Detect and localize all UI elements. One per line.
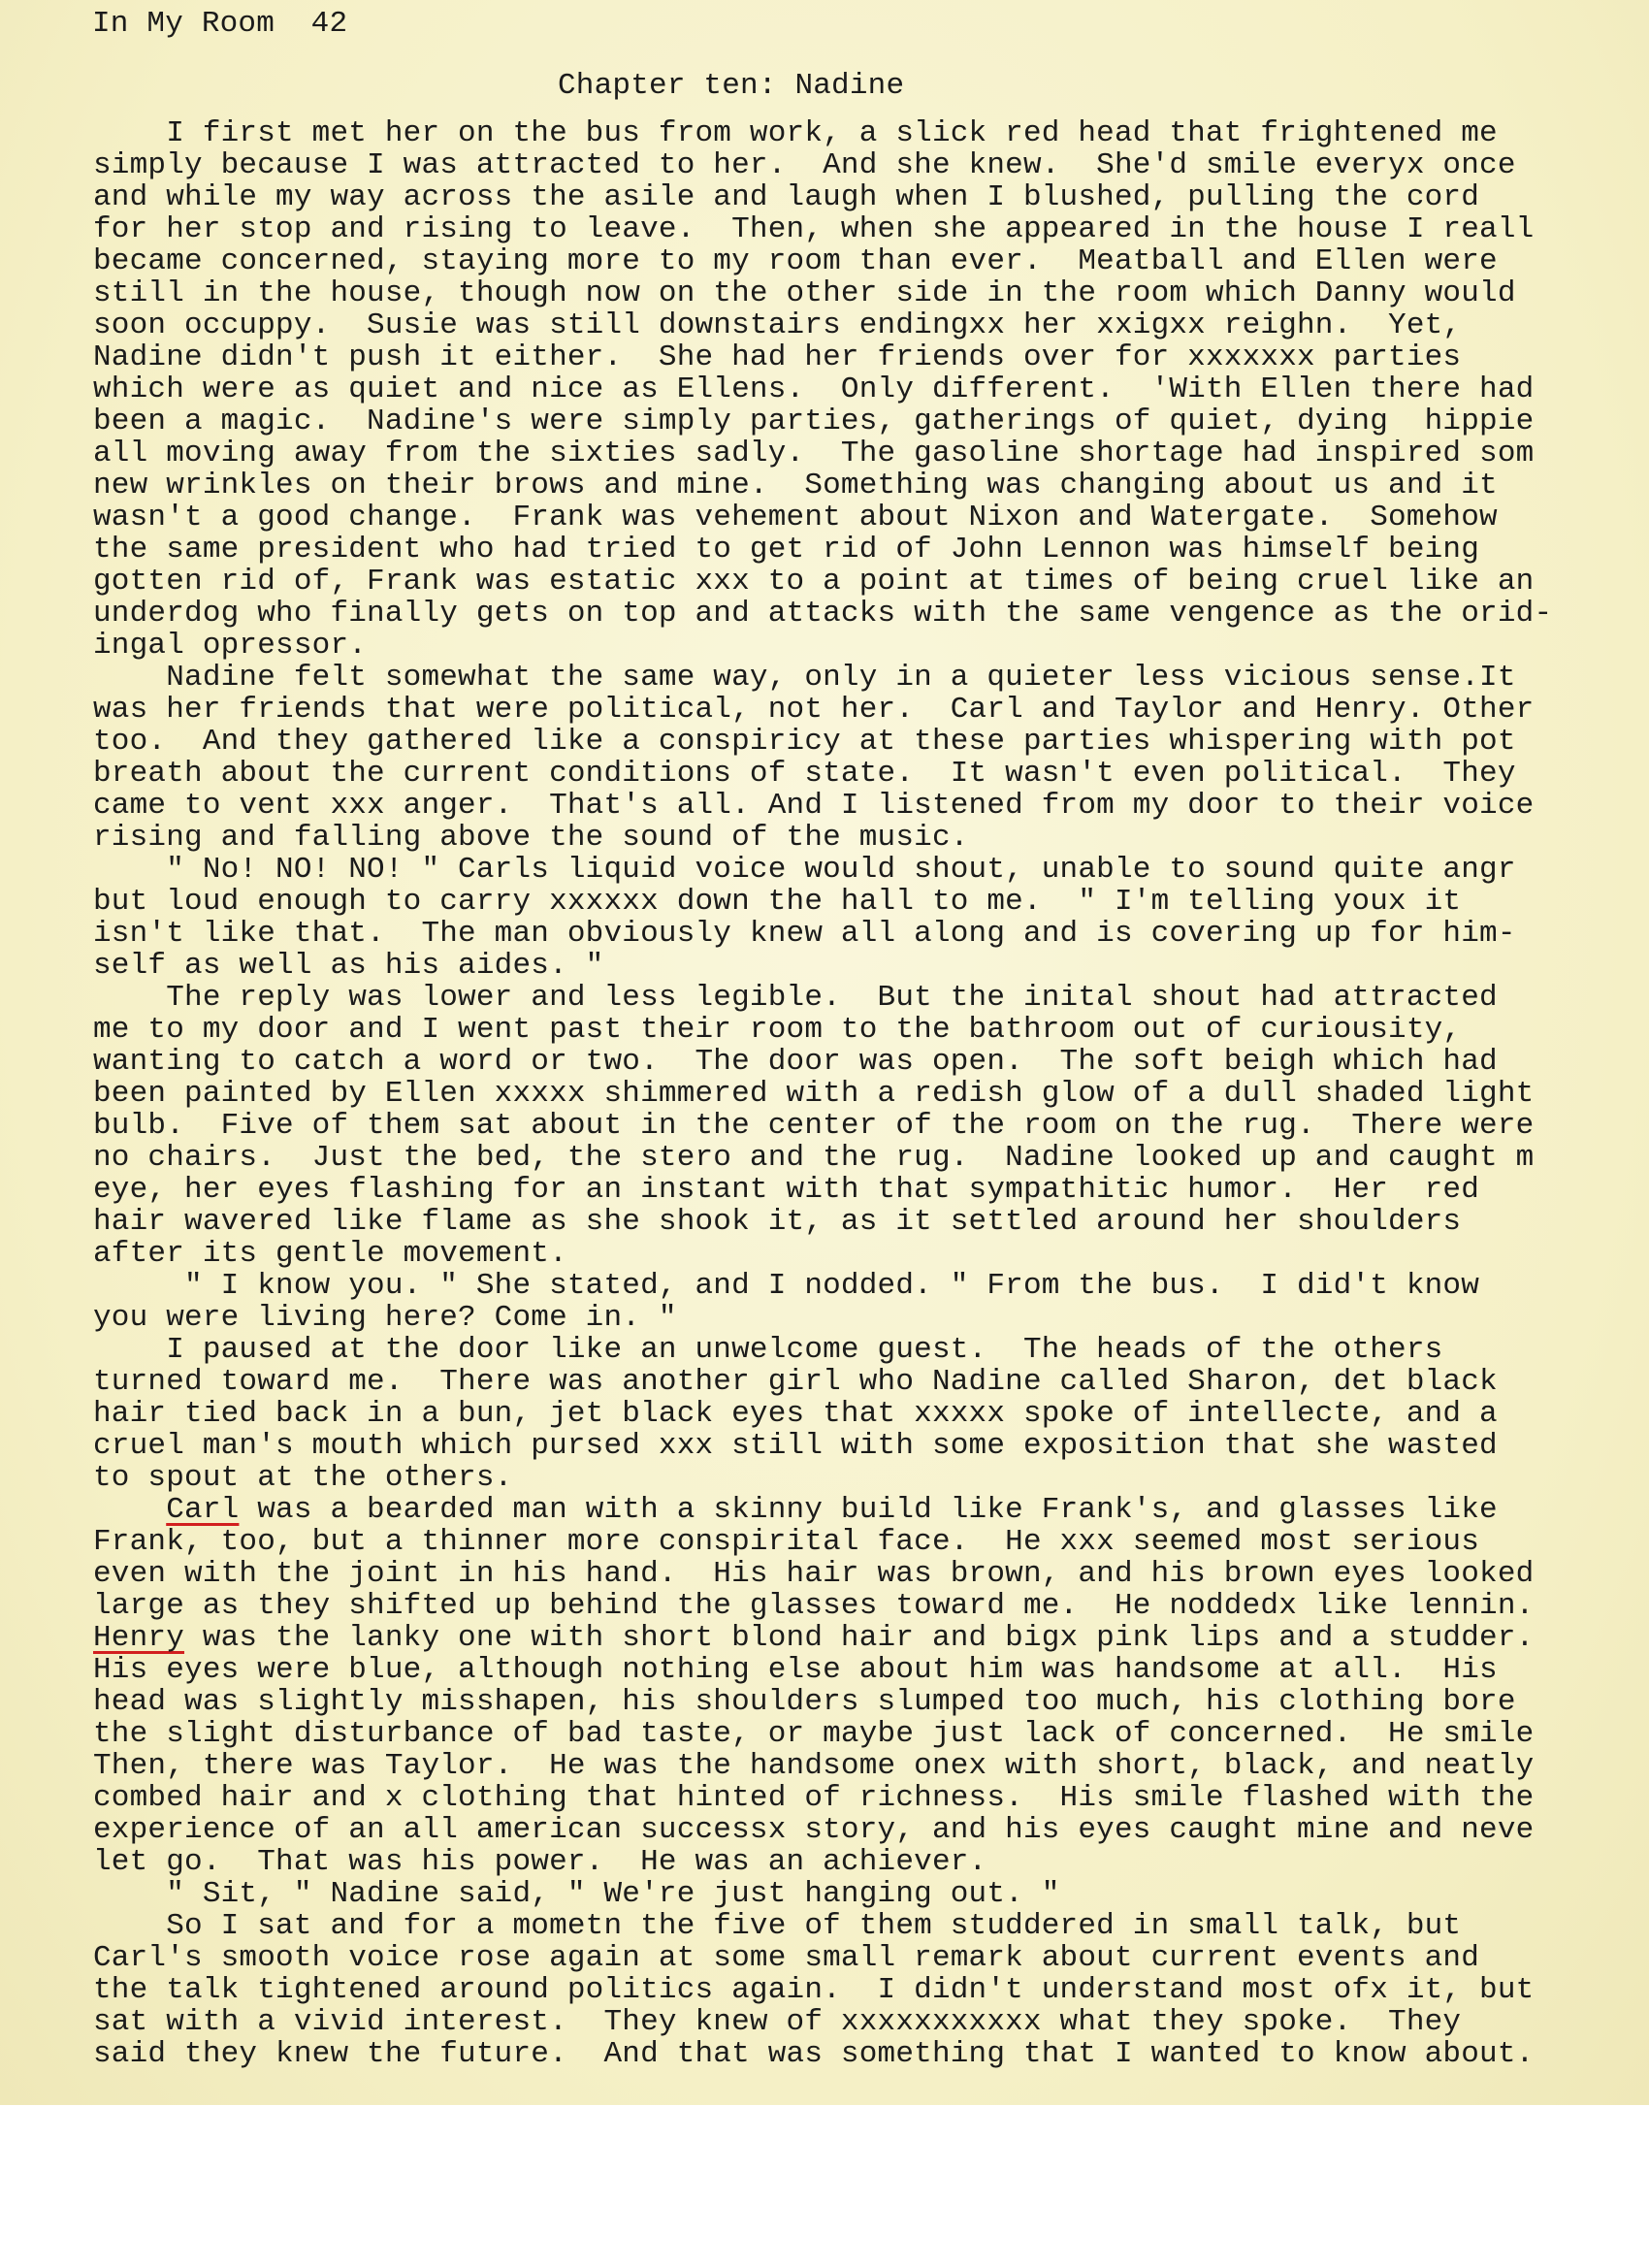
text-line: " I know you. " She stated, and I nodded. " From the bus. I did't know — [93, 1269, 1480, 1303]
text-line: Nadine felt somewhat the same way, only in a quieter less vicious sense.It — [93, 661, 1516, 695]
text-line: the slight disturbance of bad taste, or maybe just lack of concerned. He smile — [93, 1717, 1535, 1751]
text-line: underdog who finally gets on top and attacks with the same vengence as the orid- — [93, 597, 1553, 631]
chapter-title: Chapter ten: Nadine — [558, 69, 905, 103]
text-line: head was slightly misshapen, his shoulders slumped too much, his clothing bore — [93, 1685, 1516, 1719]
text-line: became concerned, staying more to my room than ever. Meatball and Ellen were — [93, 244, 1498, 278]
text-line: " No! NO! NO! " Carls liquid voice would shout, unable to sound quite angr — [93, 853, 1516, 887]
text-line: combed hair and x clothing that hinted of richness. His smile flashed with the — [93, 1781, 1535, 1815]
text-line: the same president who had tried to get rid of John Lennon was himself being — [93, 533, 1480, 567]
text-line: to spout at the others. — [93, 1461, 513, 1495]
red-underlined-name: Henry — [93, 1621, 185, 1655]
text-line: all moving away from the sixties sadly. The gasoline shortage had inspired som — [93, 437, 1535, 470]
text-line: you were living here? Come in. " — [93, 1301, 677, 1335]
text-line: wasn't a good change. Frank was vehement about Nixon and Watergate. Somehow — [93, 501, 1498, 535]
manuscript-body — [93, 117, 1552, 2070]
text-line: I paused at the door like an unwelcome guest. The heads of the others — [93, 1333, 1443, 1367]
text-line: His eyes were blue, although nothing else about him was handsome at all. His — [93, 1653, 1498, 1687]
text-line: Carl's smooth voice rose again at some small remark about current events and — [93, 1941, 1480, 1975]
text-line: I first met her on the bus from work, a slick red head that frightened me — [93, 116, 1498, 150]
text-line: So I sat and for a mometn the five of them studdered in small talk, but — [93, 1909, 1462, 1943]
text-line: hair wavered like flame as she shook it, as it settled around her shoulders — [93, 1205, 1462, 1239]
text-line: came to vent xxx anger. That's all. And I listened from my door to their voice — [93, 789, 1535, 823]
text-line: hair tied back in a bun, jet black eyes that xxxxx spoke of intellecte, and a — [93, 1397, 1498, 1431]
text-line: even with the joint in his hand. His hair was brown, and his brown eyes looked — [93, 1557, 1535, 1591]
page-header: In My Room 42 — [92, 7, 348, 41]
red-underlined-name: Carl — [166, 1493, 240, 1527]
text-line: still in the house, though now on the other side in the room which Danny would — [93, 276, 1516, 310]
text-line: large as they shifted up behind the glasses toward me. He noddedx like lennin. — [93, 1589, 1535, 1623]
text-line: no chairs. Just the bed, the stero and the rug. Nadine looked up and caught m — [93, 1141, 1535, 1175]
text-line: said they knew the future. And that was something that I wanted to know about. — [93, 2037, 1535, 2071]
text-line: rising and falling above the sound of the music. — [93, 821, 969, 855]
text-line: isn't like that. The man obviously knew all along and is covering up for him- — [93, 917, 1516, 951]
text-line: The reply was lower and less legible. But the inital shout had attracted — [93, 981, 1498, 1015]
text-line: and while my way across the asile and laugh when I blushed, pulling the cord — [93, 180, 1480, 214]
text-line: new wrinkles on their brows and mine. Something was changing about us and it — [93, 469, 1498, 502]
text-line: breath about the current conditions of state. It wasn't even political. They — [93, 757, 1516, 791]
text-line: sat with a vivid interest. They knew of xxxxxxxxxxx what they spoke. They — [93, 2005, 1462, 2039]
text-line: simply because I was attracted to her. And she knew. She'd smile everyx once — [93, 148, 1516, 182]
text-line: Then, there was Taylor. He was the handsome onex with short, black, and neatly — [93, 1749, 1535, 1783]
text-line: Nadine didn't push it either. She had her friends over for xxxxxxx parties — [93, 340, 1462, 374]
text-line: experience of an all american successx story, and his eyes caught mine and neve — [93, 1813, 1535, 1847]
text-line: was her friends that were political, not her. Carl and Taylor and Henry. Other — [93, 693, 1535, 727]
text-line: been a magic. Nadine's were simply parties, gatherings of quiet, dying hippie — [93, 405, 1535, 438]
text-line: eye, her eyes flashing for an instant with that sympathitic humor. Her red — [93, 1173, 1480, 1207]
text-line: but loud enough to carry xxxxxx down the hall to me. " I'm telling youx it — [93, 885, 1462, 919]
text-line: wanting to catch a word or two. The door was open. The soft beigh which had — [93, 1045, 1498, 1079]
text-line: let go. That was his power. He was an achiever. — [93, 1845, 987, 1879]
text-line: after its gentle movement. — [93, 1237, 567, 1271]
text-line: ingal opressor. — [93, 629, 368, 663]
text-line: Henry was the lanky one with short blond hair and bigx pink lips and a studder. — [93, 1621, 1535, 1655]
text-line: which were as quiet and nice as Ellens. Only different. 'With Ellen there had — [93, 373, 1535, 406]
text-line: cruel man's mouth which pursed xxx still with some exposition that she wasted — [93, 1429, 1498, 1463]
text-line: too. And they gathered like a conspiricy at these parties whispering with pot — [93, 725, 1516, 759]
text-line: turned toward me. There was another girl who Nadine called Sharon, det black — [93, 1365, 1498, 1399]
text-line: soon occuppy. Susie was still downstairs endingxx her xxigxx reighn. Yet, — [93, 308, 1462, 342]
text-line: Carl was a bearded man with a skinny build like Frank's, and glasses like — [166, 1493, 1498, 1527]
text-line: the talk tightened around politics again. I didn't understand most ofx it, but — [93, 1973, 1535, 2007]
text-line: " Sit, " Nadine said, " We're just hanging out. " — [93, 1877, 1060, 1911]
text-line: gotten rid of, Frank was estatic xxx to a point at times of being cruel like an — [93, 565, 1535, 599]
text-line: bulb. Five of them sat about in the center of the room on the rug. There were — [93, 1109, 1535, 1143]
text-line: self as well as his aides. " — [93, 949, 604, 983]
text-line: Frank, too, but a thinner more conspirital face. He xxx seemed most serious — [93, 1525, 1480, 1559]
text-line: me to my door and I went past their room to the bathroom out of curiousity, — [93, 1013, 1462, 1047]
text-line: for her stop and rising to leave. Then, when she appeared in the house I reall — [93, 212, 1535, 246]
text-line: been painted by Ellen xxxxx shimmered with a redish glow of a dull shaded light — [93, 1077, 1535, 1111]
